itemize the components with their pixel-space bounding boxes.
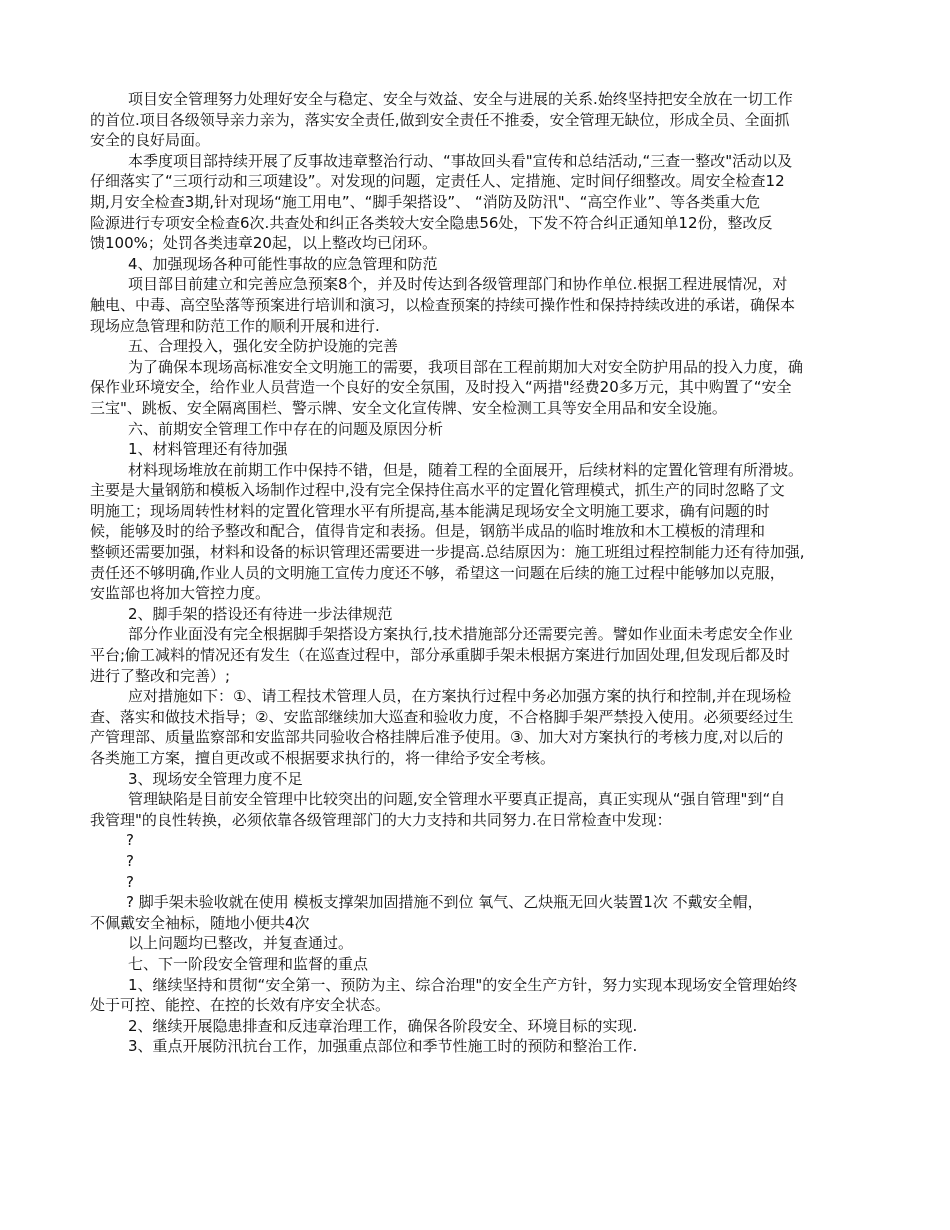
text-line: 安监部也将加大管控力度。 — [90, 584, 271, 603]
text-line: 主要是大量钢筋和模板入场制作过程中,没有完全保持住高水平的定置化管理模式，抓生产的同时忽略了文 — [90, 481, 785, 500]
text-line: 以上问题均已整改，并复查通过。 — [128, 934, 354, 953]
text-line: 3、重点开展防汛抗台工作，加强重点部位和季节性施工时的预防和整治工作. — [128, 1037, 638, 1056]
text-line: 2、脚手架的搭设还有待进一步法律规范 — [128, 604, 393, 623]
text-line: 1、材料管理还有待加强 — [128, 440, 288, 459]
text-line: 各类施工方案，擅自更改或不根据要求执行的，将一律给予安全考核。 — [90, 749, 556, 767]
text-line: 责任还不够明确,作业人员的文明施工宣传力度还不够，希望这一问题在后续的施工过程中能够加以克服， — [90, 563, 785, 582]
text-line: ? 脚手架未验收就在使用 模板支撑架加固措施不到位 氧气、乙炔瓶无回火装置1次 不戴安全帽， — [126, 893, 763, 912]
text-line: 本季度项目部持续开展了反事故违章整治行动、“事故回头看"宣传和总结活动,“三查一整改"活动以及 — [128, 151, 793, 170]
text-line: 部分作业面没有完全根据脚手架搭设方案执行,技术措施部分还需要完善。譬如作业面未考虑安全作业 — [128, 625, 793, 644]
text-line: 期,月安全检查3期,针对现场“施工用电”、“脚手架搭设”、 “消防及防汛"、“高空作业”、等各类重大危 — [90, 192, 761, 211]
text-line: 为了确保本现场高标准安全文明施工的需要，我项目部在工程前期加大对安全防护用品的投入力度，确 — [128, 357, 804, 376]
text-line: 安全的良好局面。 — [90, 131, 211, 150]
text-line: 4、加强现场各种可能性事故的应急管理和防范 — [128, 254, 438, 273]
text-line: 七、下一阶段安全管理和监督的重点 — [128, 954, 369, 973]
text-line: 项目安全管理努力处理好安全与稳定、安全与效益、安全与进展的关系.始终坚持把安全放在一切工作 — [128, 90, 793, 108]
text-line: 馈100%；处罚各类违章20起，以上整改均已闭环。 — [90, 234, 437, 253]
text-line: 2、继续开展隐患排查和反违章治理工作，确保各阶段安全、环境目标的实现. — [128, 1016, 638, 1035]
text-line: ? — [126, 831, 134, 850]
text-line: ? — [126, 851, 134, 870]
document-body — [90, 89, 870, 1057]
text-line: 管理缺陷是目前安全管理中比较突出的问题,安全管理水平要真正提高，真正实现从“强自管理"到“自 — [128, 790, 786, 809]
text-line: 仔细落实了“三项行动和三项建设”。对发现的问题，定责任人、定措施、定时间仔细整改。周安全检查12 — [90, 172, 785, 191]
text-line: 的首位.项目各级领导亲力亲为，落实安全责任,做到安全责任不推委，安全管理无缺位，形成全员、全面抓 — [90, 110, 790, 129]
text-line: 保作业环境安全，给作业人员营造一个良好的安全氛围，及时投入“两措"经费20多万元，其中购置了“安全 — [90, 378, 792, 397]
text-line: 1、继续坚持和贯彻“安全第一、预防为主、综合治理"的安全生产方针，努力实现本现场安全管理始终 — [128, 975, 798, 994]
text-line: 现场应急管理和防范工作的顺利开展和进行. — [90, 316, 380, 335]
text-line: 险源进行专项安全检查6次.共查处和纠正各类较大安全隐患56处，下发不符合纠正通知单12份，整改反 — [90, 213, 773, 232]
text-line: 进行了整改和完善）; — [90, 666, 231, 685]
text-line: 处于可控、能控、在控的长效有序安全状态。 — [90, 996, 391, 1015]
text-line: 五、合理投入，强化安全防护设施的完善 — [128, 337, 399, 356]
text-line: 材料现场堆放在前期工作中保持不错，但是，随着工程的全面展开，后续材料的定置化管理有所滑坡。 — [128, 460, 804, 479]
text-line: 明施工；现场周转性材料的定置化管理水平有所提高,基本能满足现场安全文明施工要求，确有问题的时 — [90, 501, 770, 520]
text-line: 3、现场安全管理力度不足 — [128, 769, 303, 788]
text-line: 整顿还需要加强，材料和设备的标识管理还需要进一步提高.总结原因为：施工班组过程控制能力还有待加强, — [90, 543, 805, 562]
text-line: 产管理部、质量监察部和安监部共同验收合格挂牌后准予使用。③、加大对方案执行的考核力度,对以后的 — [90, 728, 784, 747]
text-line: 应对措施如下：①、请工程技术管理人员，在方案执行过程中务必加强方案的执行和控制,并在现场检 — [128, 687, 792, 706]
text-line: 触电、中毒、高空坠落等预案进行培训和演习，以检查预案的持续可操作性和保持持续改进的承诺，确保本 — [90, 295, 796, 314]
text-line: 查、落实和做技术指导；②、安监部继续加大巡查和验收力度，不合格脚手架严禁投入使用。必须要经过生 — [90, 707, 794, 726]
text-line: 我管理"的良性转换，必须依靠各级管理部门的大力支持和共同努力.在日常检查中发现： — [90, 810, 672, 829]
text-line: 三宝"、跳板、安全隔离围栏、警示牌、安全文化宣传牌、安全检测工具等安全用品和安全设施。 — [90, 398, 727, 417]
text-line: ? — [126, 872, 134, 891]
text-line: 平台;偷工减料的情况还有发生（在巡查过程中，部分承重脚手架未根据方案进行加固处理,但发现后都及时 — [90, 646, 790, 665]
text-line: 项目部目前建立和完善应急预案8个，并及时传达到各级管理部门和协作单位.根据工程进展情况，对 — [128, 275, 788, 294]
text-line: 六、前期安全管理工作中存在的问题及原因分析 — [128, 419, 444, 438]
text-line: 候，能够及时的给予整改和配合，值得肯定和表扬。但是，钢筋半成品的临时堆放和木工模板的清理和 — [90, 522, 766, 541]
text-line: 不佩戴安全袖标，随地小便共4次 — [90, 913, 310, 932]
